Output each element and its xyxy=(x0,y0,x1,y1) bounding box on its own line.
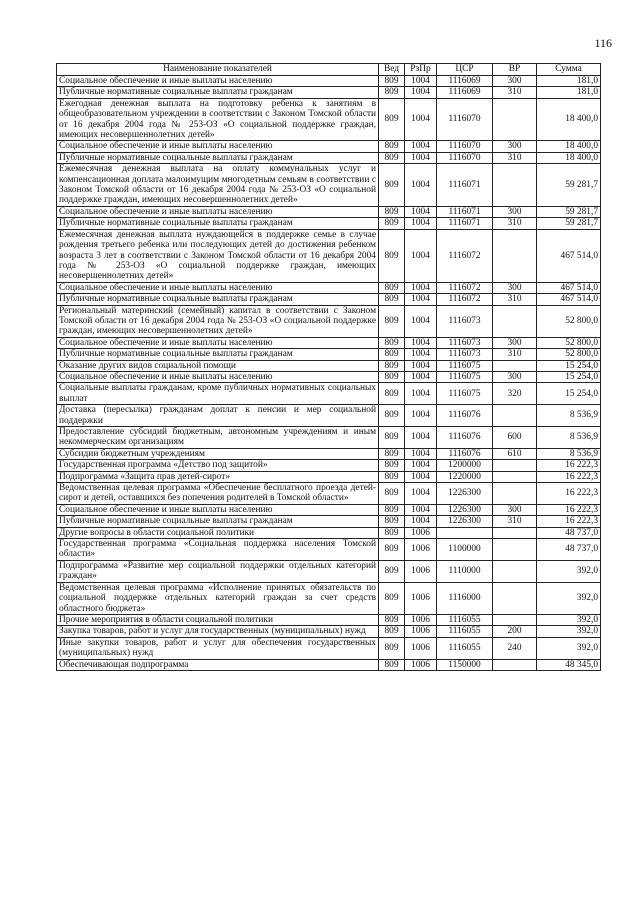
row-rzpr: 1004 xyxy=(405,448,437,459)
row-ved: 809 xyxy=(379,337,405,348)
row-name: Социальные выплаты гражданам, кроме публичных нормативных социальных выплат xyxy=(57,383,379,405)
row-name: Иные закупки товаров, работ и услуг для обеспечения государственных (муниципальных) нужд xyxy=(57,637,379,659)
row-rzpr: 1004 xyxy=(405,141,437,152)
row-rzpr: 1006 xyxy=(405,637,437,659)
row-rzpr: 1004 xyxy=(405,282,437,293)
row-rzpr: 1004 xyxy=(405,383,437,405)
row-name: Обеспечивающая подпрограмма xyxy=(57,659,379,670)
row-name: Ежемесячная денежная выплата нуждающейся в поддержке семье в случае рождения третьего ребенка или последующих детей до достижения ребенком возраста 3 лет в соответствии с Законом Томской области от 16 декабря 2004 года № 253-ОЗ «О социальной поддержке граждан, имеющих несовершеннолетних детей» xyxy=(57,229,379,282)
header-name: Наименование показателей xyxy=(57,64,379,76)
row-rzpr: 1004 xyxy=(405,483,437,505)
row-sum: 15 254,0 xyxy=(537,383,601,405)
row-name: Оказание других видов социальной помощи xyxy=(57,360,379,371)
row-rzpr: 1004 xyxy=(405,405,437,427)
row-rzpr: 1004 xyxy=(405,471,437,482)
row-sum: 48 737,0 xyxy=(537,539,601,561)
row-rzpr: 1004 xyxy=(405,460,437,471)
row-sum: 18 400,0 xyxy=(537,98,601,141)
row-sum: 52 800,0 xyxy=(537,337,601,348)
row-name: Социальное обеспечение и иные выплаты населению xyxy=(57,504,379,515)
row-name: Ведомственная целевая программа «Исполнение принятых обязательств по социальной поддержке отдельных категорий граждан за счет средств областного бюджета» xyxy=(57,582,379,614)
row-rzpr: 1004 xyxy=(405,504,437,515)
row-csr: 1116073 xyxy=(437,337,493,348)
row-name: Ведомственная целевая программа «Обеспечение бесплатного проезда детей-сирот и детей, оставшихся без попечения родителей в Томской области» xyxy=(57,483,379,505)
table-row xyxy=(57,448,601,459)
row-sum: 16 222,3 xyxy=(537,460,601,471)
row-ved: 809 xyxy=(379,141,405,152)
row-name: Государственная программа «Детство под защитой» xyxy=(57,460,379,471)
row-csr: 1116069 xyxy=(437,76,493,87)
row-sum: 59 281,7 xyxy=(537,164,601,207)
row-name: Публичные нормативные социальные выплаты гражданам xyxy=(57,218,379,229)
row-csr: 1226300 xyxy=(437,483,493,505)
row-sum: 15 254,0 xyxy=(537,360,601,371)
table-row xyxy=(57,504,601,515)
row-csr: 1100000 xyxy=(437,539,493,561)
row-ved: 809 xyxy=(379,152,405,163)
row-rzpr: 1004 xyxy=(405,164,437,207)
table-row xyxy=(57,483,601,505)
row-name: Региональный материнский (семейный) капитал в соответствии с Законом Томской области от 16 декабря 2004 года № 253-ОЗ «О социальной поддержке граждан, имеющих несовершеннолетних детей» xyxy=(57,305,379,337)
row-name: Социальное обеспечение и иные выплаты населению xyxy=(57,141,379,152)
row-sum: 181,0 xyxy=(537,76,601,87)
header-csr: ЦСР xyxy=(437,64,493,76)
row-ved: 809 xyxy=(379,282,405,293)
row-sum: 48 737,0 xyxy=(537,527,601,538)
row-csr: 1116055 xyxy=(437,626,493,637)
row-sum: 8 536,9 xyxy=(537,427,601,449)
row-name: Ежемесячная денежная выплата на оплату коммунальных услуг и компенсационная доплата малоимущим многодетным семьям в соответствии с Законом Томской области от 16 декабря 2004 года № 253-ОЗ «О социальной поддержке граждан, имеющих несовершеннолетних детей» xyxy=(57,164,379,207)
row-vr: 300 xyxy=(493,141,537,152)
row-csr: 1226300 xyxy=(437,516,493,527)
row-csr: 1116070 xyxy=(437,141,493,152)
row-rzpr: 1004 xyxy=(405,218,437,229)
table-row xyxy=(57,516,601,527)
row-ved: 809 xyxy=(379,448,405,459)
row-ved: 809 xyxy=(379,560,405,582)
row-vr xyxy=(493,360,537,371)
row-vr: 300 xyxy=(493,504,537,515)
row-sum: 59 281,7 xyxy=(537,218,601,229)
row-ved: 809 xyxy=(379,349,405,360)
row-vr xyxy=(493,560,537,582)
row-name: Другие вопросы в области социальной политики xyxy=(57,527,379,538)
row-ved: 809 xyxy=(379,87,405,98)
row-vr xyxy=(493,527,537,538)
row-name: Подпрограмма «Защита прав детей-сирот» xyxy=(57,471,379,482)
row-rzpr: 1006 xyxy=(405,659,437,670)
table-row xyxy=(57,626,601,637)
row-ved: 809 xyxy=(379,427,405,449)
row-sum: 48 345,0 xyxy=(537,659,601,670)
row-vr: 300 xyxy=(493,371,537,382)
row-ved: 809 xyxy=(379,164,405,207)
row-ved: 809 xyxy=(379,614,405,625)
row-name: Предоставление субсидий бюджетным, автономным учреждениям и иным некоммерческим организациям xyxy=(57,427,379,449)
row-rzpr: 1006 xyxy=(405,582,437,614)
table-row xyxy=(57,349,601,360)
row-ved: 809 xyxy=(379,371,405,382)
row-csr: 1116071 xyxy=(437,218,493,229)
table-row xyxy=(57,614,601,625)
row-vr xyxy=(493,164,537,207)
row-ved: 809 xyxy=(379,504,405,515)
table-row xyxy=(57,371,601,382)
table-row xyxy=(57,427,601,449)
row-vr xyxy=(493,405,537,427)
row-ved: 809 xyxy=(379,218,405,229)
row-name: Доставка (пересылка) гражданам доплат к пенсии и мер социальной поддержки xyxy=(57,405,379,427)
row-name: Социальное обеспечение и иные выплаты населению xyxy=(57,371,379,382)
row-vr: 240 xyxy=(493,637,537,659)
row-vr xyxy=(493,98,537,141)
row-name: Публичные нормативные социальные выплаты гражданам xyxy=(57,294,379,305)
row-rzpr: 1004 xyxy=(405,229,437,282)
header-sum: Сумма xyxy=(537,64,601,76)
row-vr: 300 xyxy=(493,282,537,293)
row-sum: 8 536,9 xyxy=(537,405,601,427)
row-ved: 809 xyxy=(379,527,405,538)
row-sum: 392,0 xyxy=(537,582,601,614)
row-ved: 809 xyxy=(379,471,405,482)
row-sum: 59 281,7 xyxy=(537,206,601,217)
row-ved: 809 xyxy=(379,305,405,337)
row-csr: 1116055 xyxy=(437,614,493,625)
row-csr: 1116075 xyxy=(437,383,493,405)
row-vr: 310 xyxy=(493,218,537,229)
row-rzpr: 1004 xyxy=(405,87,437,98)
row-vr: 310 xyxy=(493,152,537,163)
table-row xyxy=(57,98,601,141)
row-vr: 610 xyxy=(493,448,537,459)
row-ved: 809 xyxy=(379,516,405,527)
table-row xyxy=(57,539,601,561)
row-ved: 809 xyxy=(379,76,405,87)
row-sum: 16 222,3 xyxy=(537,471,601,482)
row-csr: 1150000 xyxy=(437,659,493,670)
row-rzpr: 1004 xyxy=(405,98,437,141)
row-rzpr: 1006 xyxy=(405,527,437,538)
row-ved: 809 xyxy=(379,582,405,614)
row-ved: 809 xyxy=(379,637,405,659)
row-csr: 1200000 xyxy=(437,460,493,471)
row-ved: 809 xyxy=(379,383,405,405)
row-sum: 467 514,0 xyxy=(537,282,601,293)
table-row xyxy=(57,337,601,348)
row-csr: 1116070 xyxy=(437,98,493,141)
row-vr xyxy=(493,229,537,282)
row-name: Субсидии бюджетным учреждениям xyxy=(57,448,379,459)
row-ved: 809 xyxy=(379,659,405,670)
row-name: Социальное обеспечение и иные выплаты населению xyxy=(57,282,379,293)
row-vr xyxy=(493,614,537,625)
table-row xyxy=(57,360,601,371)
page-number: 116 xyxy=(594,36,612,50)
row-name: Подпрограмма «Развитие мер социальной поддержки отдельных категорий граждан» xyxy=(57,560,379,582)
row-csr: 1116072 xyxy=(437,229,493,282)
row-vr: 310 xyxy=(493,294,537,305)
row-csr: 1116076 xyxy=(437,448,493,459)
row-rzpr: 1006 xyxy=(405,626,437,637)
row-vr: 600 xyxy=(493,427,537,449)
row-vr: 320 xyxy=(493,383,537,405)
row-rzpr: 1004 xyxy=(405,516,437,527)
row-csr: 1116076 xyxy=(437,427,493,449)
row-rzpr: 1004 xyxy=(405,206,437,217)
table-row xyxy=(57,471,601,482)
row-vr: 310 xyxy=(493,516,537,527)
row-csr xyxy=(437,527,493,538)
row-ved: 809 xyxy=(379,229,405,282)
row-vr xyxy=(493,471,537,482)
row-sum: 16 222,3 xyxy=(537,504,601,515)
row-vr: 300 xyxy=(493,76,537,87)
row-sum: 181,0 xyxy=(537,87,601,98)
row-ved: 809 xyxy=(379,294,405,305)
row-sum: 16 222,3 xyxy=(537,516,601,527)
row-name: Социальное обеспечение и иные выплаты населению xyxy=(57,206,379,217)
row-csr: 1116075 xyxy=(437,371,493,382)
table-row xyxy=(57,206,601,217)
row-csr: 1116073 xyxy=(437,349,493,360)
row-csr: 1116071 xyxy=(437,206,493,217)
row-rzpr: 1004 xyxy=(405,76,437,87)
row-sum: 467 514,0 xyxy=(537,294,601,305)
row-csr: 1116075 xyxy=(437,360,493,371)
row-rzpr: 1004 xyxy=(405,294,437,305)
row-csr: 1110000 xyxy=(437,560,493,582)
row-sum: 15 254,0 xyxy=(537,371,601,382)
row-rzpr: 1006 xyxy=(405,560,437,582)
row-name: Публичные нормативные социальные выплаты гражданам xyxy=(57,87,379,98)
row-csr: 1116055 xyxy=(437,637,493,659)
row-name: Социальное обеспечение и иные выплаты населению xyxy=(57,337,379,348)
header-vr: ВР xyxy=(493,64,537,76)
row-ved: 809 xyxy=(379,98,405,141)
row-vr xyxy=(493,539,537,561)
row-sum: 392,0 xyxy=(537,560,601,582)
table-row xyxy=(57,218,601,229)
row-ved: 809 xyxy=(379,483,405,505)
row-name: Социальное обеспечение и иные выплаты населению xyxy=(57,76,379,87)
header-rzpr: РзПр xyxy=(405,64,437,76)
row-rzpr: 1004 xyxy=(405,337,437,348)
row-csr: 1116076 xyxy=(437,405,493,427)
row-csr: 1116000 xyxy=(437,582,493,614)
row-sum: 392,0 xyxy=(537,614,601,625)
row-name: Закупка товаров, работ и услуг для государственных (муниципальных) нужд xyxy=(57,626,379,637)
row-rzpr: 1004 xyxy=(405,152,437,163)
row-vr xyxy=(493,460,537,471)
row-sum: 52 800,0 xyxy=(537,349,601,360)
row-ved: 809 xyxy=(379,626,405,637)
row-rzpr: 1004 xyxy=(405,427,437,449)
row-sum: 467 514,0 xyxy=(537,229,601,282)
row-vr xyxy=(493,305,537,337)
row-name: Прочие мероприятия в области социальной политики xyxy=(57,614,379,625)
row-vr: 300 xyxy=(493,337,537,348)
row-sum: 18 400,0 xyxy=(537,152,601,163)
row-name: Публичные нормативные социальные выплаты гражданам xyxy=(57,152,379,163)
row-vr xyxy=(493,483,537,505)
row-csr: 1220000 xyxy=(437,471,493,482)
table-row xyxy=(57,141,601,152)
row-vr: 200 xyxy=(493,626,537,637)
table-row xyxy=(57,659,601,670)
table-row xyxy=(57,152,601,163)
table-row xyxy=(57,560,601,582)
row-vr: 310 xyxy=(493,349,537,360)
row-name: Публичные нормативные социальные выплаты гражданам xyxy=(57,349,379,360)
table-row xyxy=(57,460,601,471)
header-ved: Вед xyxy=(379,64,405,76)
row-name: Публичные нормативные социальные выплаты гражданам xyxy=(57,516,379,527)
table-row xyxy=(57,305,601,337)
row-csr: 1116073 xyxy=(437,305,493,337)
table-row xyxy=(57,87,601,98)
row-rzpr: 1006 xyxy=(405,539,437,561)
row-csr: 1116069 xyxy=(437,87,493,98)
row-sum: 392,0 xyxy=(537,637,601,659)
table-row xyxy=(57,294,601,305)
table-row xyxy=(57,76,601,87)
row-name: Ежегодная денежная выплата на подготовку ребенка к занятиям в общеобразовательном учреждении в соответствии с Законом Томской области от 16 декабря 2004 года № 253-ОЗ «О социальной поддержке граждан, имеющих несовершеннолетних детей» xyxy=(57,98,379,141)
row-csr: 1116072 xyxy=(437,282,493,293)
row-csr: 1226300 xyxy=(437,504,493,515)
row-ved: 809 xyxy=(379,206,405,217)
row-rzpr: 1006 xyxy=(405,614,437,625)
table-row xyxy=(57,405,601,427)
row-sum: 392,0 xyxy=(537,626,601,637)
table-header-row xyxy=(57,64,601,76)
row-vr: 310 xyxy=(493,87,537,98)
table-row xyxy=(57,229,601,282)
row-csr: 1116070 xyxy=(437,152,493,163)
table-row xyxy=(57,637,601,659)
budget-table xyxy=(56,63,601,671)
row-rzpr: 1004 xyxy=(405,360,437,371)
table-row xyxy=(57,527,601,538)
table-row xyxy=(57,282,601,293)
row-ved: 809 xyxy=(379,360,405,371)
row-csr: 1116072 xyxy=(437,294,493,305)
row-ved: 809 xyxy=(379,460,405,471)
row-vr xyxy=(493,659,537,670)
row-rzpr: 1004 xyxy=(405,349,437,360)
row-sum: 18 400,0 xyxy=(537,141,601,152)
row-csr: 1116071 xyxy=(437,164,493,207)
table-row xyxy=(57,383,601,405)
table-row xyxy=(57,582,601,614)
row-ved: 809 xyxy=(379,405,405,427)
row-vr: 300 xyxy=(493,206,537,217)
row-sum: 8 536,9 xyxy=(537,448,601,459)
row-rzpr: 1004 xyxy=(405,371,437,382)
row-rzpr: 1004 xyxy=(405,305,437,337)
row-sum: 16 222,3 xyxy=(537,483,601,505)
table-row xyxy=(57,164,601,207)
row-name: Государственная программа «Социальная поддержка населения Томской области» xyxy=(57,539,379,561)
row-ved: 809 xyxy=(379,539,405,561)
row-vr xyxy=(493,582,537,614)
row-sum: 52 800,0 xyxy=(537,305,601,337)
